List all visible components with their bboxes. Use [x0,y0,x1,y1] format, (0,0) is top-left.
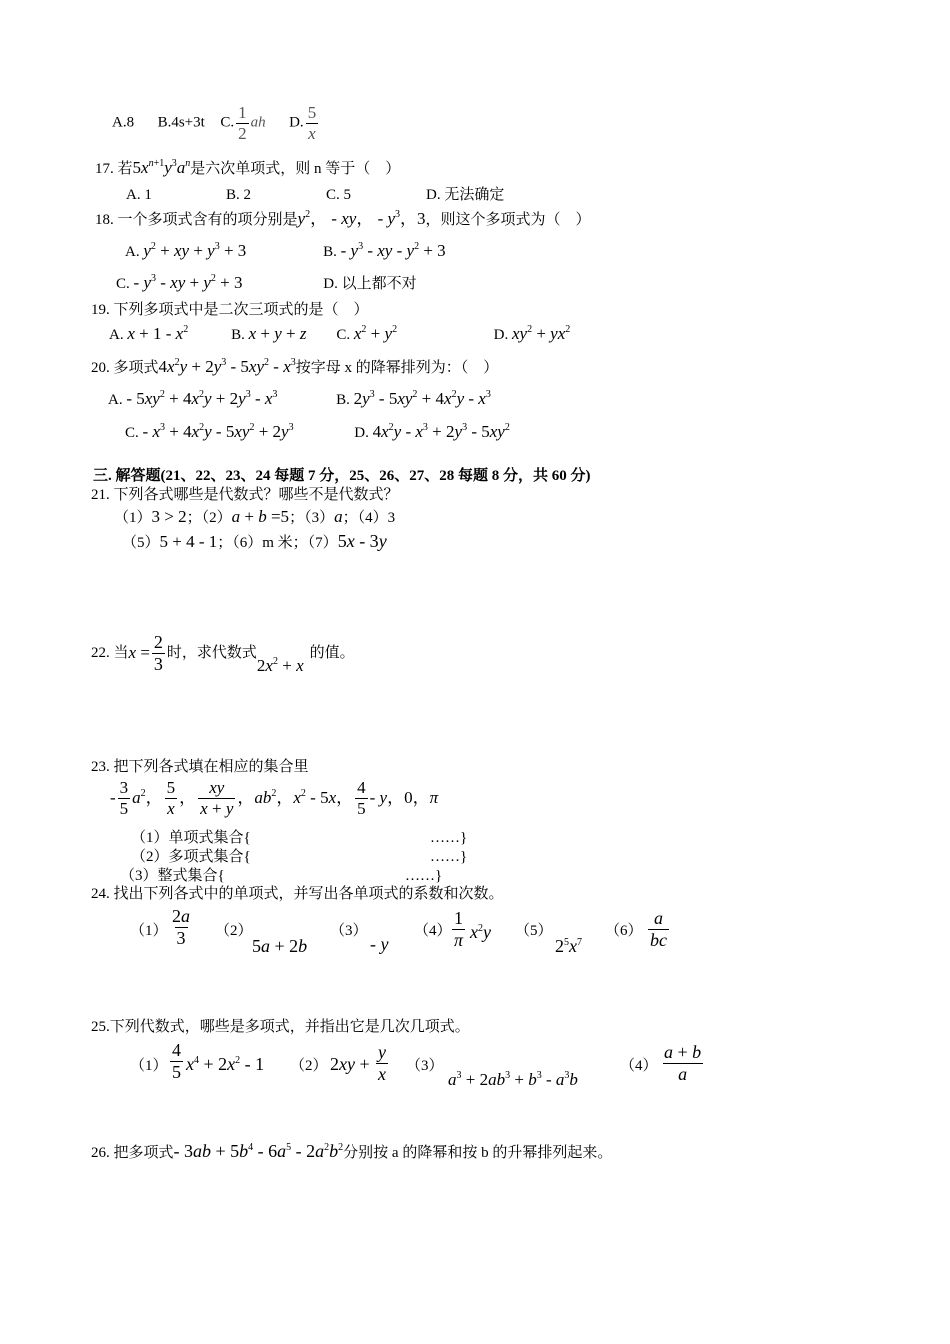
q21-items-1: （1）3 > 2；（2）a + b =5；（3）a；（4）3 [114,507,396,526]
q16-option-b: B.4s+3t [157,114,205,131]
q23-set-integral: （3）整式集合{ ……} [120,868,443,884]
q25-items: （1） $\frac{4}{5}$ $x^4 + 2x^2 - 1$ （2） 2xy + $\frac{y}{x}$ （3） $a^3 + 2ab^3 + b^3 - a^3b$ （4） $\frac{a + b}{a}$ [130,1040,702,1089]
q25-stem: 25.下列代数式，哪些是多项式，并指出它是几次几项式。 [91,1019,470,1035]
q22-line: 22. 当x = $\frac{2}{3}$ 时，求代数式$2x^2 + x$的值。 [91,632,355,675]
q16-options: A.8 B.4s+3t C. $\frac{1}{2}$ ah D. $\frac{5}{x}$ [112,103,317,143]
q23-stem: 23. 把下列各式填在相应的集合里 [91,759,309,775]
q16-d-fraction: $\frac{5}{x}$ [307,103,317,143]
q16-option-a: A.8 [112,114,135,131]
section-3-title: 三. 解答题(21、22、23、24 每题 7 分，25、26、27、28 每题 8 分，共 60 分) [93,468,591,484]
q24-items: （1） $\frac{2a}{3}$ （2） 5a + 2b （3） - y （4） $\frac{1}{\pi}$ $x^2y$ （5） $2^5x^7$ （6） $\frac{a}{bc}$ [130,906,667,956]
q17-options: A. 1 B. 2 C. 5 D. 无法确定 [126,187,505,203]
q19-stem: 19. 下列多项式中是二次三项式的是（ ） [91,302,369,318]
q21-items-2: （5）5 + 4 - 1；（6）m 米；（7）5x - 3y [122,531,387,551]
q18-options-ab: A. $y^2$ + xy + $y^3 + 3$ B. - $y^3$ - xy - $y^2 + 3$ [125,241,446,260]
q20-options-cd: C. - $x^3 + 4x^2y - 5xy^2 + 2y^3$ D. $4x^2y - x^3 + 2y^3 - 5xy^2$ [125,422,510,441]
q16-option-d: D. [289,114,304,131]
q19-options: A. $x + 1 - x^2$ B. x + y + z C. $x^2 + y^2$ D. $xy^2 + yx^2$ [109,324,571,343]
q23-set-polynomial: （2）多项式集合{ ……} [131,849,468,865]
q17-stem: 17. 若$5x^{n+1}y^3a^n$是六次单项式，则 n 等于（ ） [95,158,401,177]
q24-stem: 24. 找出下列各式中的单项式，并写出各单项式的系数和次数。 [91,886,504,902]
q23-set-monomial: （1）单项式集合{ ……} [131,830,468,846]
q21-stem: 21. 下列各式哪些是代数式？哪些不是代数式？ [91,487,399,503]
q16-c-fraction: $\frac{1}{2}$ [238,103,247,143]
q26-line: 26. 把多项式- $3ab + 5b^4 - 6a^5 - 2a^2b^2$分别按 a 的降幂和按 b 的升幂排列起来。 [91,1141,613,1161]
q18-options-cd: C. - $y^3$ - xy + $y^2 + 3$ D. 以上都不对 [116,273,417,292]
q18-stem: 18. 一个多项式含有的项分别是$y^2$， - xy， - $y^3$，3，则这个多项式为（ ） [95,209,591,228]
q20-stem: 20. 多项式$4x^2y + 2y^3 - 5xy^2 - x^3$按字母 x 的降幂排列为：（ ） [91,357,499,376]
q16-option-c: C. [220,114,235,131]
q20-options-ab: A. - $5xy^2 + 4x^2y + 2y^3 - x^3$ B. $2y^3 - 5xy^2 + 4x^2y - x^3$ [108,389,491,408]
q23-expressions: - $\frac{3}{5}$ $a^2$， $\frac{5}{x}$ ， $\frac{xy}{x + y}$ ，$ab^2$，$x^2 - 5x$， $\frac{4}{5}$ - y，0，π [110,778,439,818]
